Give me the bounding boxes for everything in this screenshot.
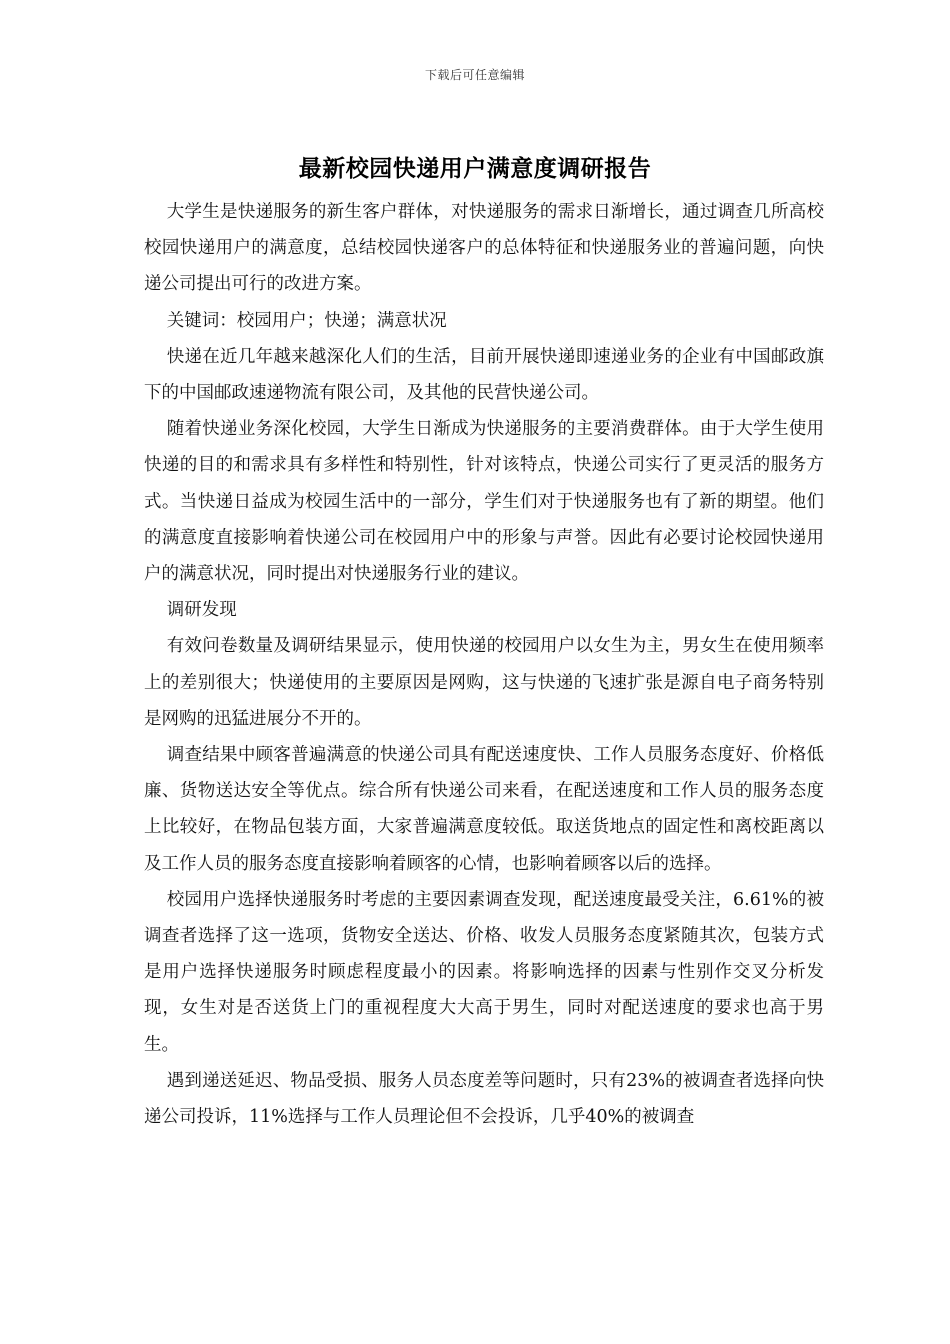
paragraph-keywords: 关键词：校园用户；快递；满意状况	[166, 310, 447, 331]
paragraph-abstract: 大学生是快递服务的新生客户群体，对快递服务的需求日渐增长，通过调查几所高校校园快递用户的满意度，总结校园快递客户的总体特征和快递服务业的普遍问题，向快递公司提出可行的改进方案。	[144, 202, 824, 295]
paragraph-findings-2: 调查结果中顾客普遍满意的快递公司具有配送速度快、工作人员服务态度好、价格低廉、货物送达安全等优点。综合所有快递公司来看，在配送速度和工作人员的服务态度上比较好，在物品包装方面，大家普遍满意度较低。取送货地点的固定性和离校距离以及工作人员的服务态度直接影响着顾客的心情，也影响着顾客以后的选择。	[144, 745, 824, 874]
paragraph-findings-4: 遇到递送延迟、物品受损、服务人员态度差等问题时，只有23%的被调查者选择向快递公司投诉，11%选择与工作人员理论但不会投诉，几乎40%的被调查	[144, 1070, 824, 1128]
section-heading-findings: 调研发现	[166, 600, 237, 621]
paragraph-intro: 快递在近几年越来越深化人们的生活，目前开展快递即速递业务的企业有中国邮政旗下的中国邮政速递物流有限公司，及其他的民营快递公司。	[144, 346, 824, 404]
document-title: 最新校园快递用户满意度调研报告	[298, 155, 652, 182]
document-body	[144, 194, 824, 1135]
paragraph-findings-1: 有效问卷数量及调研结果显示，使用快递的校园用户以女生为主，男女生在使用频率上的差别很大；快递使用的主要原因是网购，这与快递的飞速扩张是源自电子商务特别是网购的迅猛进展分不开的。	[144, 636, 824, 729]
header-note: 下载后可任意编辑	[424, 68, 525, 82]
paragraph-background: 随着快递业务深化校园，大学生日渐成为快递服务的主要消费群体。由于大学生使用快递的目的和需求具有多样性和特别性，针对该特点，快递公司实行了更灵活的服务方式。当快递日益成为校园生活中的一部分，学生们对于快递服务也有了新的期望。他们的满意度直接影响着快递公司在校园用户中的形象与声誉。因此有必要讨论校园快递用户的满意状况，同时提出对快递服务行业的建议。	[144, 419, 824, 585]
paragraph-findings-3: 校园用户选择快递服务时考虑的主要因素调查发现，配送速度最受关注，6.61%的被调查者选择了这一选项，货物安全送达、价格、收发人员服务态度紧随其次，包装方式是用户选择快递服务时顾虑程度最小的因素。将影响选择的因素与性别作交叉分析发现，女生对是否送货上门的重视程度大大高于男生，同时对配送速度的要求也高于男生。	[144, 889, 824, 1055]
